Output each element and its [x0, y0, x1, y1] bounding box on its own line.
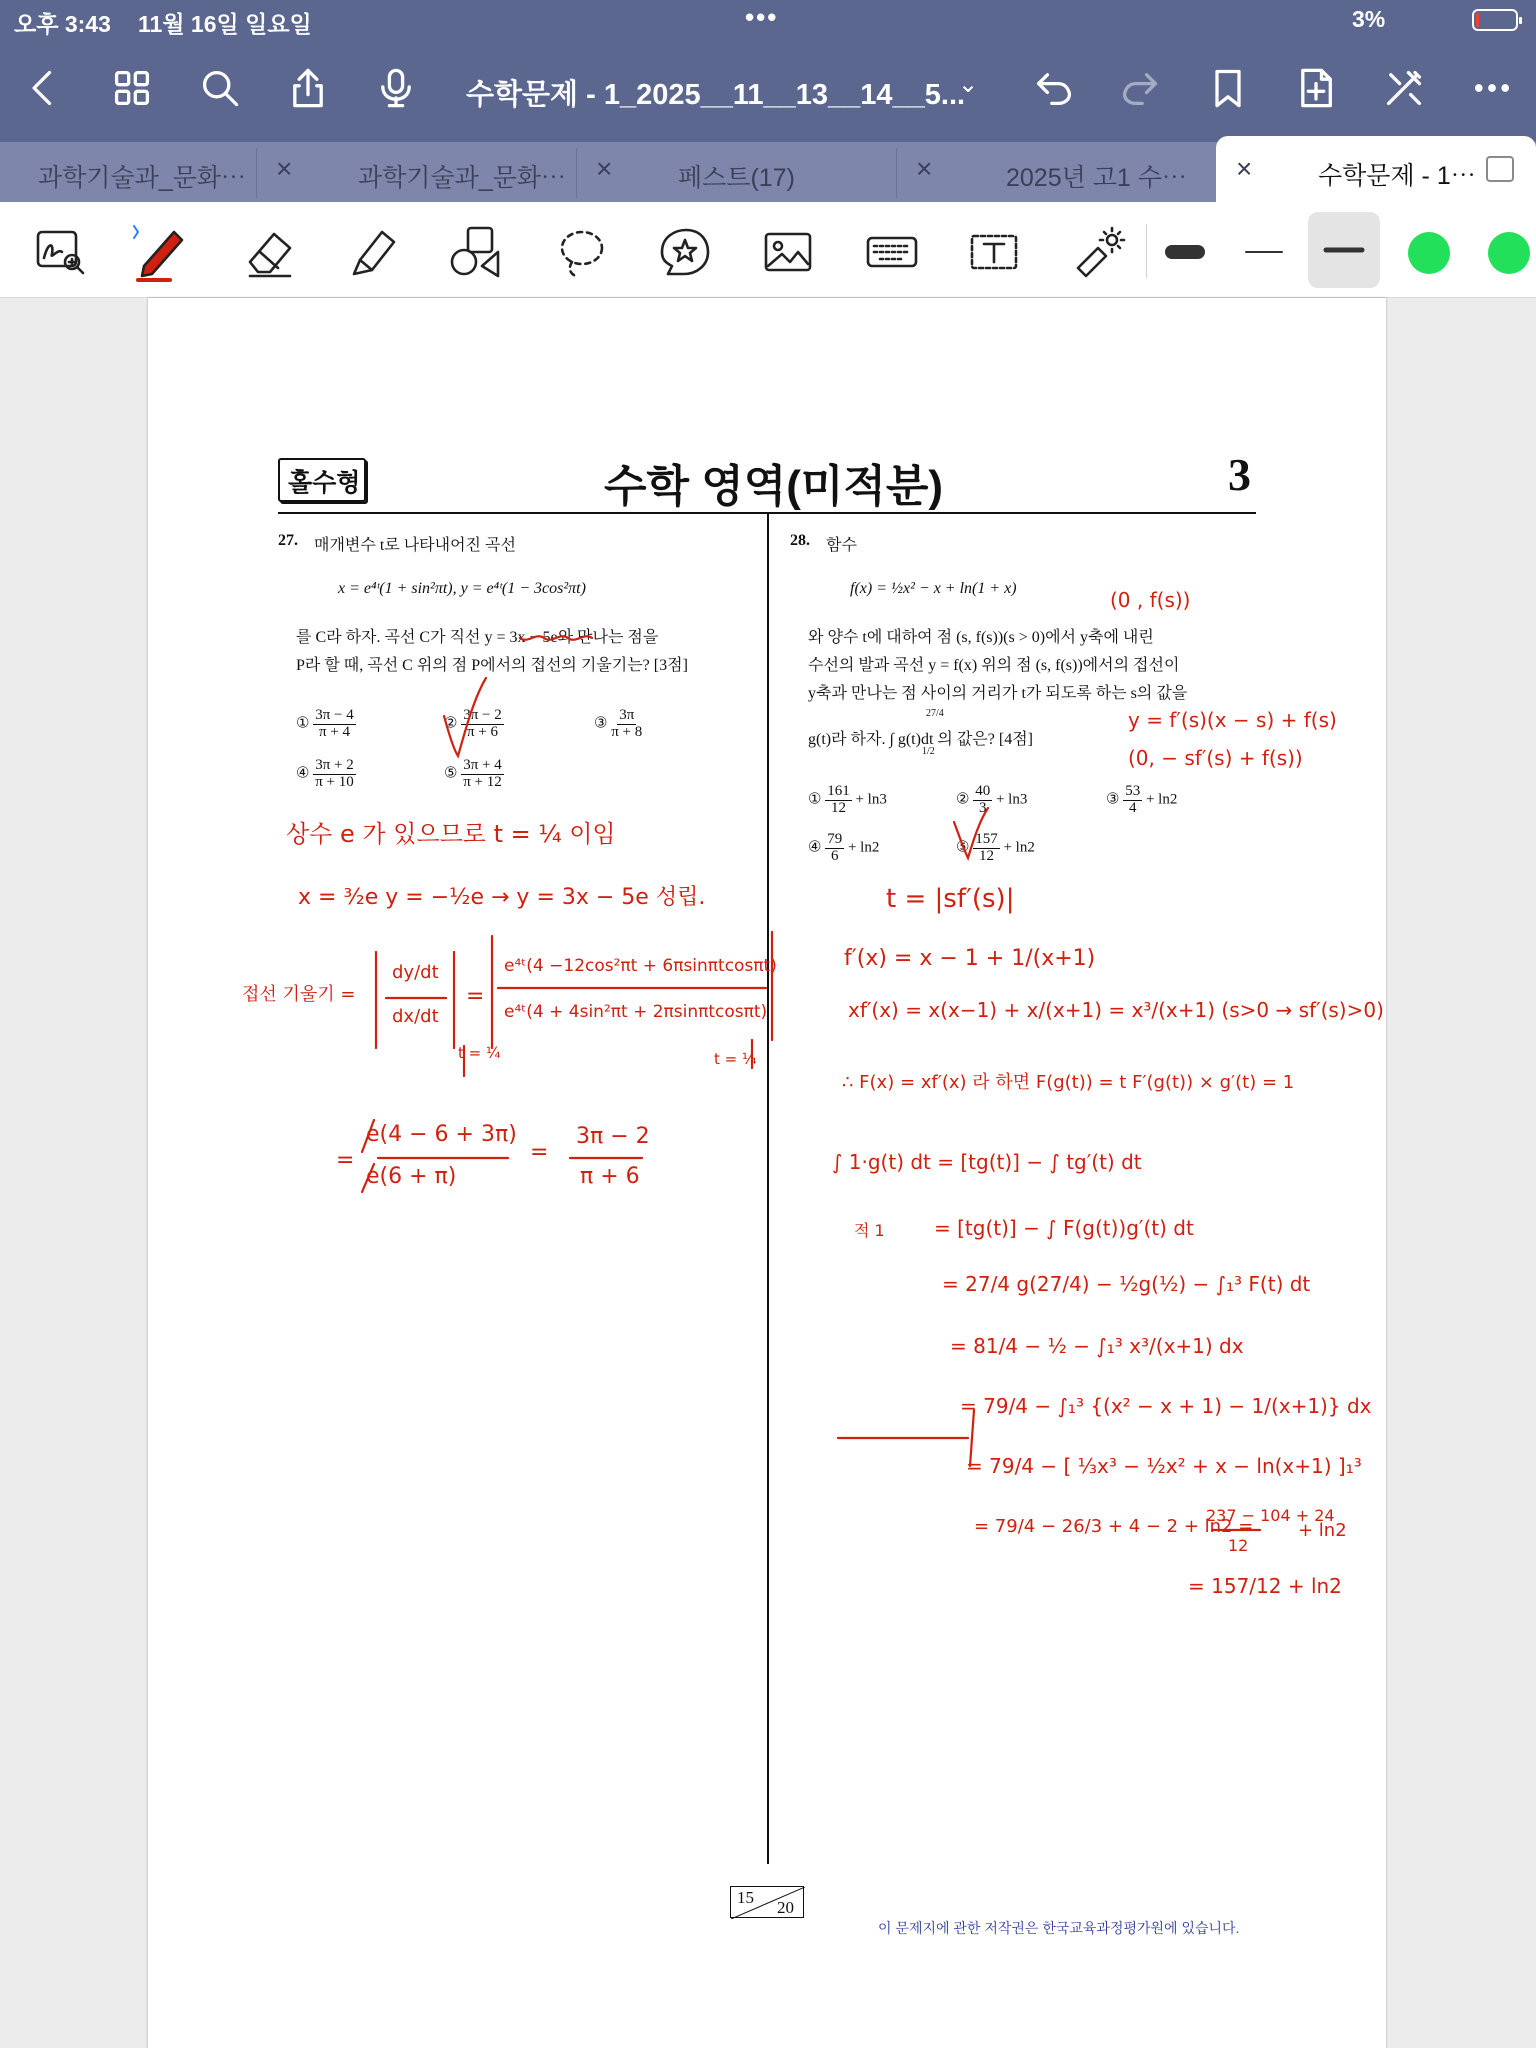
q27-option-3[interactable]: ③ $\frac{3\pi}{\pi + 8}$ [594, 707, 643, 740]
page-number-box [730, 1886, 804, 1918]
q27-line1: 를 C라 하자. 곡선 C가 직선 y = 3x − 5e와 만나는 점을 [296, 629, 659, 646]
ink28-step-7: = 79/4 − 26/3 + 4 − 2 + ln2 = [974, 1516, 1254, 1537]
ink28-step-7-num: 237 − 104 + 24 [1206, 1506, 1335, 1525]
ink28-inverse: ∴ F(x) = xf′(x) 라 하면 F(g(t)) = t F′(g(t)) × g′(t) = 1 [842, 1072, 1295, 1093]
q27-option-4[interactable]: ④ $\frac{3\pi + 2}{\pi + 10}$ [296, 757, 354, 790]
ink28-step-2: = [tg(t)] − ∫ F(g(t))g′(t) dt [934, 1216, 1194, 1240]
q27-option-1[interactable]: ① $\frac{3\pi - 4}{\pi + 4}$ [296, 707, 354, 740]
q28-option-3[interactable]: ③ $\frac{53}{4}$ + ln2 [1106, 783, 1178, 816]
ink27-dxdt: dx/dt [392, 1006, 439, 1027]
battery-icon [1472, 9, 1518, 31]
toolbar-divider [1146, 224, 1147, 278]
battery-percent: 3% [1352, 6, 1386, 32]
share-icon[interactable] [284, 64, 332, 112]
ink28-step-3: = 27/4 g(27/4) − ½g(½) − ∫₁³ F(t) dt [942, 1272, 1311, 1296]
q28-line4: g(t)라 하자. ∫ g(t)dt 의 값은? [4점] [808, 731, 1033, 748]
microphone-icon[interactable] [372, 64, 420, 112]
keyboard-icon[interactable] [856, 216, 928, 288]
ink28-xfx: xf′(x) = x(x−1) + x/(x+1) = x³/(x+1) (s>0 → sf′(s)>0) [848, 998, 1384, 1022]
q28-option-5[interactable]: ⑤ $\frac{157}{12}$ + ln2 [956, 831, 1035, 864]
tab-divider [576, 148, 577, 198]
status-time: 오후 3:43 [14, 11, 111, 37]
image-icon[interactable] [752, 216, 824, 288]
laser-pointer-icon[interactable] [1062, 216, 1134, 288]
pen-tool-icon[interactable] [124, 216, 196, 288]
ink28-step-7-tail: + ln2 [1298, 1520, 1347, 1541]
q27-intro: 매개변수 t로 나타내어진 곡선 [314, 537, 516, 554]
tab-label[interactable]: 수학문제 - 1⋯ [1318, 162, 1476, 190]
tab-label[interactable]: 2025년 고1 수⋯ [1006, 164, 1187, 192]
ink28-note-int: 적 1 [854, 1221, 885, 1240]
more-icon[interactable] [1468, 64, 1516, 112]
redo-icon[interactable] [1116, 64, 1164, 112]
q27-number: 27. [278, 532, 298, 549]
ink27-eval-right: t = ¼ [714, 1050, 757, 1068]
lasso-icon[interactable] [544, 216, 616, 288]
shapes-icon[interactable] [440, 216, 512, 288]
ink28-final: = 157/12 + ln2 [1188, 1574, 1342, 1598]
ink28-step-1: ∫ 1·g(t) dt = [tg(t)] − ∫ tg′(t) dt [832, 1150, 1142, 1174]
top-bar [0, 0, 1536, 142]
close-icon[interactable]: × [596, 153, 613, 184]
status-date: 11월 16일 일요일 [138, 11, 312, 37]
page-number: 3 [1228, 449, 1251, 500]
q28-option-4[interactable]: ④ $\frac{79}{6}$ + ln2 [808, 831, 880, 864]
color-swatch-green[interactable] [1408, 232, 1450, 274]
back-icon[interactable] [20, 64, 68, 112]
q28-option-1[interactable]: ① $\frac{161}{12}$ + ln3 [808, 783, 887, 816]
ink28-derivative: f′(x) = x − 1 + 1/(x+1) [844, 946, 1096, 971]
grid-icon[interactable] [108, 64, 156, 112]
ink27-numerator: e⁴ᵗ(4 −12cos²πt + 6πsinπtcosπt) [504, 956, 777, 976]
column-divider [767, 514, 769, 1864]
tab-label[interactable]: 과학기술과_문화⋯ [358, 164, 566, 192]
ink27-equals-3: = [530, 1140, 549, 1165]
ink28-step-5: = 79/4 − ∫₁³ {(x² − x + 1) − 1/(x+1)} dx [960, 1394, 1372, 1418]
ink27-dydt: dy/dt [392, 962, 439, 983]
handwriting-search-icon[interactable] [24, 216, 96, 288]
ink27-result-num: e(4 − 6 + 3π) [366, 1122, 517, 1147]
q27-line2: P라 할 때, 곡선 C 위의 점 P에서의 접선의 기울기는? [3점] [296, 657, 688, 674]
tab-label[interactable]: 과학기술과_문화⋯ [38, 164, 246, 192]
tab-divider [256, 148, 257, 198]
ink27-eval-left: t = ¼ [458, 1044, 501, 1062]
ink27-note-b: x = ³⁄₂e y = −½e → y = 3x − 5e 성립. [298, 885, 706, 910]
q28-equation: f(x) = ½x² − x + ln(1 + x) [850, 580, 1017, 597]
q28-option-2[interactable]: ② $\frac{40}{3}$ + ln3 [956, 783, 1028, 816]
tab-divider [896, 148, 897, 198]
q27-equation: x = e⁴ᵗ(1 + sin²πt), y = e⁴ᵗ(1 − 3cos²πt) [338, 580, 586, 597]
split-view-icon[interactable] [1486, 156, 1514, 182]
ink27-note-a: 상수 e 가 있으므로 t = ¼ 이임 [286, 820, 616, 848]
text-box-icon[interactable] [958, 216, 1030, 288]
undo-icon[interactable] [1030, 64, 1078, 112]
ink28-step-6: = 79/4 − [ ⅓x³ − ½x² + x − ln(x+1) ]₁³ [966, 1454, 1362, 1478]
close-icon[interactable]: × [276, 153, 293, 184]
form-type-label: 홀수형 [288, 469, 361, 497]
document-title[interactable]: 수학문제 - 1_2025__11__13__14__5... [466, 79, 966, 111]
q28-integral-upper: 27/4 [926, 708, 944, 719]
ink28-point: (0 , f(s)) [1110, 588, 1191, 612]
close-icon[interactable]: × [1236, 153, 1253, 184]
q27-option-5[interactable]: ⑤ $\frac{3\pi + 4}{\pi + 12}$ [444, 757, 502, 790]
ink28-intercept: (0, − sf′(s) + f(s)) [1128, 746, 1303, 770]
bookmark-icon[interactable] [1204, 64, 1252, 112]
pen-toolbar [0, 202, 1536, 298]
footer-total-pages: 20 [777, 1898, 794, 1917]
ink27-result-den: e(6 + π) [366, 1164, 457, 1189]
footer-page-number: 15 [737, 1888, 754, 1907]
pen-tools-icon[interactable] [1380, 64, 1428, 112]
ink27-answer-den: π + 6 [580, 1164, 640, 1189]
page-header-title: 수학 영역(미적분) [604, 462, 944, 511]
ink27-equals-2: = [336, 1148, 355, 1173]
q28-line1: 와 양수 t에 대하여 점 (s, f(s))(s > 0)에서 y축에 내린 [808, 629, 1154, 646]
ink28-tangent: y = f′(s)(x − s) + f(s) [1128, 708, 1337, 732]
q27-option-2[interactable]: ② $\frac{3\pi - 2}{\pi + 6}$ [444, 707, 502, 740]
q28-number: 28. [790, 532, 810, 549]
q28-intro: 함수 [826, 537, 857, 554]
q28-integral-lower: 1/2 [922, 746, 935, 757]
highlighter-icon[interactable] [336, 216, 408, 288]
copyright-notice: 이 문제지에 관한 저작권은 한국교육과정평가원에 있습니다. [878, 1920, 1240, 1936]
ink27-denominator: e⁴ᵗ(4 + 4sin²πt + 2πsinπtcosπt) [504, 1002, 768, 1022]
ink28-t-def: t = |sf′(s)| [886, 884, 1015, 914]
ink28-step-7-den: 12 [1228, 1536, 1249, 1555]
multitask-dots[interactable]: ••• [745, 2, 779, 32]
color-swatch-green-2[interactable] [1488, 232, 1530, 274]
chevron-down-icon[interactable]: ⌄ [958, 71, 979, 98]
marker-stroke-icon[interactable] [1150, 216, 1222, 288]
thin-stroke-icon[interactable] [1228, 216, 1300, 288]
ink27-answer-num: 3π − 2 [576, 1124, 650, 1149]
document-page[interactable] [148, 298, 1386, 2048]
close-icon[interactable]: × [916, 153, 933, 184]
add-page-icon[interactable] [1292, 64, 1340, 112]
eraser-icon[interactable] [234, 216, 306, 288]
q28-line2: 수선의 발과 곡선 y = f(x) 위의 점 (s, f(s))에서의 접선이 [808, 657, 1180, 674]
ink27-equals: = [466, 984, 485, 1009]
q28-line3: y축과 만나는 점 사이의 거리가 t가 되도록 하는 s의 값을 [808, 685, 1188, 702]
medium-stroke-icon[interactable] [1308, 212, 1380, 288]
ink28-step-4: = 81/4 − ½ − ∫₁³ x³/(x+1) dx [950, 1334, 1244, 1358]
ink27-slope-label: 접선 기울기 = [242, 984, 356, 1005]
tab-label[interactable]: 페스트(17) [678, 164, 795, 192]
sticker-icon[interactable] [648, 216, 720, 288]
search-icon[interactable] [196, 64, 244, 112]
